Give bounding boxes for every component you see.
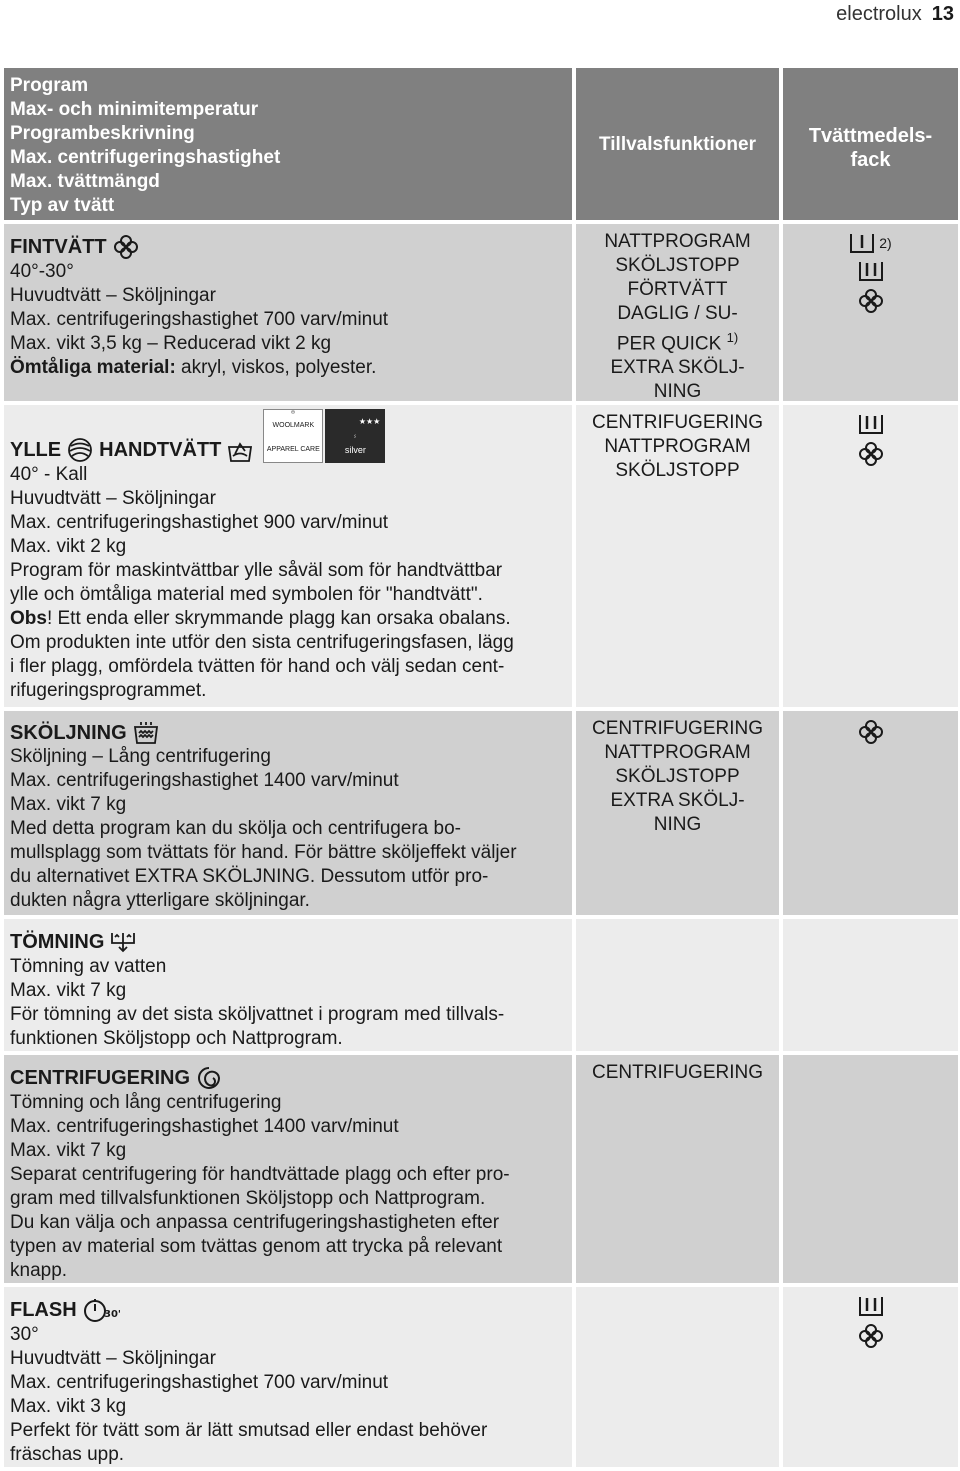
program-title [10,721,566,745]
program-detail: Max. vikt 2 kg [10,536,127,557]
program-detail: Om produkten inte utför den sista centrifugeringsfasen, lägg [10,632,514,653]
program-detail: Perfekt för tvätt som är lätt smutsad eller endast behöver [10,1420,488,1441]
compartment-centrifugering [783,1055,958,1283]
option-footnote: 1) [726,330,739,345]
program-detail: Separat centrifugering för handtvättade plagg och efter pro- [10,1164,510,1185]
compartment-tomning [783,919,958,1051]
compartment-main-wash-icon [858,1295,884,1317]
option-item [578,326,777,356]
header-program-column [4,68,572,220]
header-compartment-column [783,68,958,220]
option-item: CENTRIFUGERING [592,718,763,739]
note-label: Obs [10,608,47,629]
header-compartment-line1: Tvättmedels- [808,125,933,147]
option-item: EXTRA SKÖLJ- [610,790,745,811]
header-line: Typ av tvätt [10,195,115,216]
program-detail: Tömning och lång centrifugering [10,1092,282,1113]
program-detail: knapp. [10,1260,68,1281]
rinse-icon [133,721,159,745]
program-detail: Du kan välja och anpassa centrifugeringshastigheten efter [10,1212,500,1233]
program-ylle [4,405,572,707]
option-item: NATTPROGRAM [604,231,751,252]
program-detail: Max. centrifugeringshastighet 1400 varv/minut [10,1116,399,1137]
compartment-main-wash-icon [858,260,884,282]
note-text: ! Ett enda eller skrymmande plagg kan orsaka obalans. [46,608,511,629]
options-fintvatt [576,224,779,401]
program-detail: 40°-30° [10,261,74,282]
program-name: SKÖLJNING [10,722,127,744]
stars-icon: ★★★ [358,417,381,426]
program-detail: 40° - Kall [10,464,88,485]
option-item: CENTRIFUGERING [592,412,763,433]
program-fintvatt [4,224,572,401]
softener-flower-icon [858,1323,884,1349]
program-name-secondary: HANDTVÄTT [99,439,222,461]
header-options-column [576,68,779,220]
option-item: EXTRA SKÖLJ- [610,357,745,379]
program-title [10,929,566,955]
program-detail: dukten några ytterligare sköljningar. [10,890,310,911]
program-detail: Max. vikt 7 kg [10,980,127,1001]
softener-flower-icon [858,719,884,745]
program-title [10,1065,566,1091]
header-line: Program [10,75,89,96]
program-material [10,356,566,380]
program-tomning [4,919,572,1051]
program-detail: Med detta program kan du skölja och centrifugera bo- [10,818,461,839]
option-item: CENTRIFUGERING [592,1062,763,1083]
program-name: FINTVÄTT [10,236,107,258]
program-detail: i fler plagg, omfördela tvätten för hand och välj sedan cent- [10,656,505,677]
header-compartment-line2: fack [850,149,891,171]
compartment-fintvatt [783,224,958,401]
compartment-flash [783,1287,958,1467]
program-detail: du alternativet EXTRA SKÖLJNING. Dessutom utför pro- [10,866,489,887]
program-name: FLASH [10,1299,77,1321]
certification-logos [263,409,385,463]
hand-wash-icon [227,437,253,463]
logo-text: silver [344,445,366,455]
option-item: NATTPROGRAM [604,436,751,457]
program-detail: Max. centrifugeringshastighet 700 varv/minut [10,1372,389,1393]
program-detail: Program för maskintvättbar ylle såväl som för handtvättbar [10,560,503,581]
program-title [10,1297,566,1323]
option-item: NING [653,814,702,835]
header-options-label: Tillvalsfunktioner [599,134,756,155]
program-detail: typen av material som tvättas genom att trycka på relevant [10,1236,503,1257]
header-line: Max- och minimitemperatur [10,99,259,120]
delicates-flower-icon [113,234,139,260]
softener-flower-icon [858,441,884,467]
timer-30-icon [83,1297,121,1323]
compartment-ylle [783,405,958,707]
program-detail: Huvudtvätt – Sköljningar [10,1348,216,1369]
program-detail: Max. centrifugeringshastighet 900 varv/minut [10,512,389,533]
program-detail: mullsplagg som tvättats för hand. För bättre sköljeffekt väljer [10,842,517,863]
program-note [10,607,566,631]
program-title [10,234,566,260]
program-title [10,437,253,463]
program-detail: 30° [10,1324,39,1345]
woolmark-silver-logo [325,409,385,463]
compartment-skoljning [783,711,958,915]
program-detail: rifugeringsprogrammet. [10,680,207,701]
option-item: SKÖLJSTOPP [615,460,740,481]
logo-text: WOOLMARK [272,422,315,429]
compartment-footnote: 2) [879,235,892,251]
program-name: CENTRIFUGERING [10,1067,190,1089]
options-skoljning [576,711,779,915]
option-item: SKÖLJSTOPP [615,766,740,787]
drain-icon [110,929,136,955]
logo-text: APPAREL CARE [266,446,320,453]
compartment-main-wash-icon [858,413,884,435]
program-detail: Max. vikt 3,5 kg – Reducerad vikt 2 kg [10,333,332,354]
program-detail: Max. centrifugeringshastighet 1400 varv/minut [10,770,399,791]
softener-flower-icon [858,288,884,314]
wool-ball-icon [67,437,93,463]
program-detail: Max. vikt 3 kg [10,1396,127,1417]
program-detail: ylle och ömtåliga material med symbolen för "handtvätt". [10,584,483,605]
options-ylle [576,405,779,707]
option-item: DAGLIG / SU- [617,303,738,324]
header-line: Programbeskrivning [10,123,195,144]
woolmark-logo [263,409,323,463]
option-item: SKÖLJSTOPP [615,255,740,276]
page-header [836,0,954,28]
program-centrifugering [4,1055,572,1283]
program-detail: Max. vikt 7 kg [10,794,127,815]
program-detail: För tömning av det sista sköljvattnet i program med tillvals- [10,1004,505,1025]
program-detail: Max. centrifugeringshastighet 700 varv/minut [10,309,389,330]
options-tomning [576,919,779,1051]
program-name: TÖMNING [10,931,105,953]
page-number: 13 [931,2,954,25]
material-label: Ömtåliga material: [10,357,176,378]
option-item: NATTPROGRAM [604,742,751,763]
timer-label: 30' [103,1309,121,1320]
options-flash [576,1287,779,1467]
program-detail: Sköljning – Lång centrifugering [10,746,271,767]
program-flash [4,1287,572,1467]
program-skoljning [4,711,572,915]
option-text: PER QUICK [616,333,722,355]
compartment-prewash-icon [849,232,891,254]
program-detail: Tömning av vatten [10,956,167,977]
program-detail: funktionen Sköljstopp och Nattprogram. [10,1028,343,1049]
program-detail: gram med tillvalsfunktionen Sköljstopp och Nattprogram. [10,1188,486,1209]
program-detail: Huvudtvätt – Sköljningar [10,285,216,306]
program-title-row [10,409,566,463]
header-line: Max. centrifugeringshastighet [10,147,281,168]
program-detail: Huvudtvätt – Sköljningar [10,488,216,509]
program-table [4,68,958,1467]
program-detail: Max. vikt 7 kg [10,1140,127,1161]
option-item: NING [653,381,702,401]
brand-name: electrolux [836,2,922,25]
program-detail: fräschas upp. [10,1444,125,1465]
header-line: Max. tvättmängd [10,171,160,192]
program-name: YLLE [10,439,62,461]
spin-icon [196,1065,222,1091]
material-text: akryl, viskos, polyester. [175,357,377,378]
option-item: FÖRTVÄTT [627,279,728,300]
options-centrifugering [576,1055,779,1283]
